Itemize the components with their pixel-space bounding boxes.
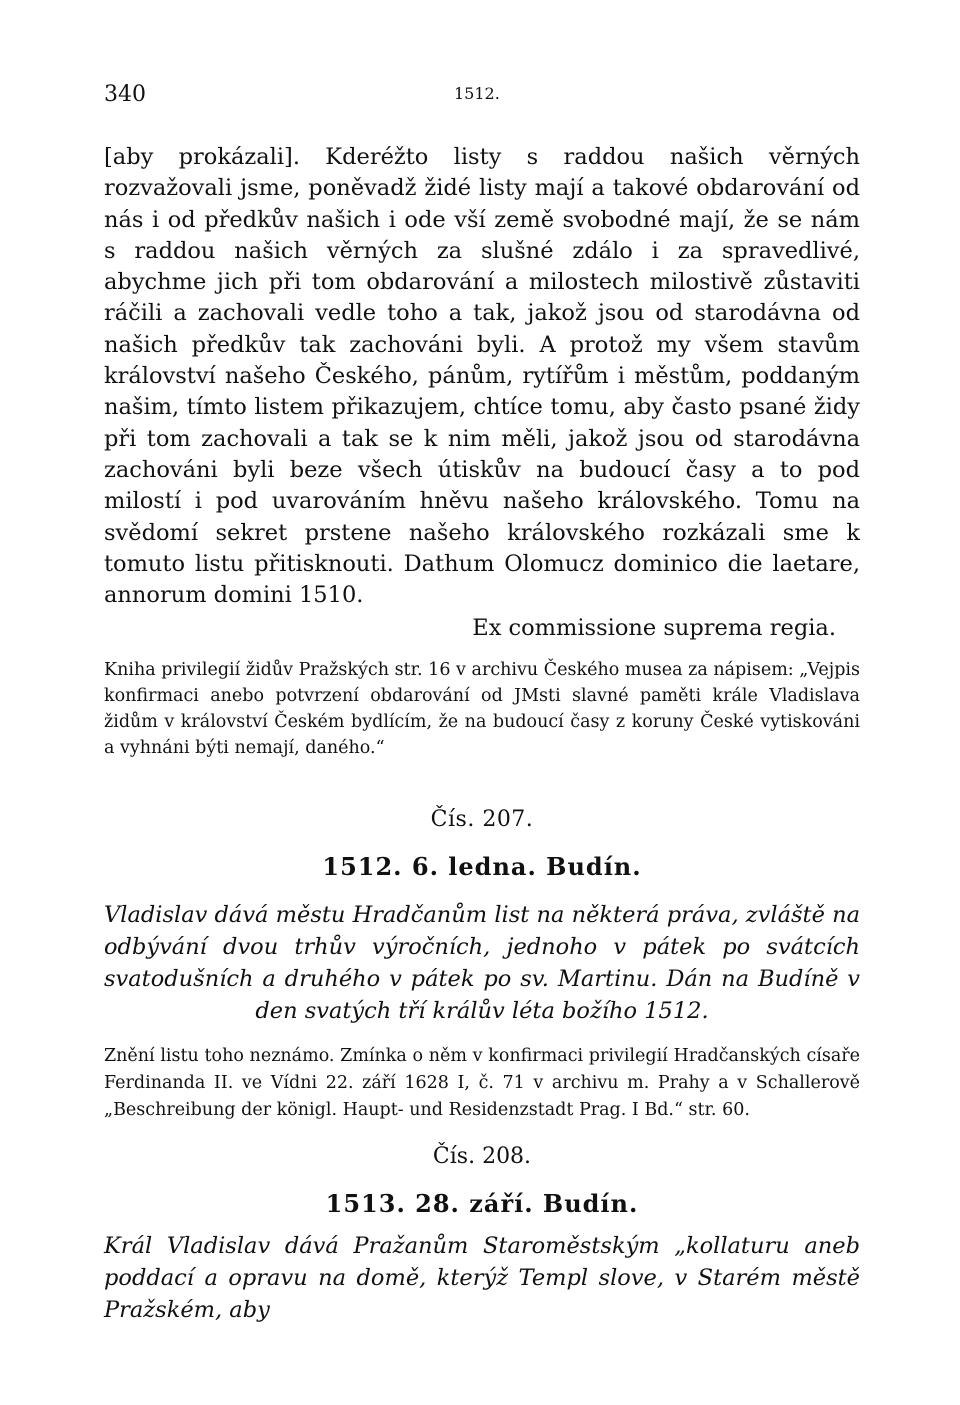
document-207-date: 1512. 6. ledna. Budín.: [322, 852, 642, 882]
document-208-regest: Král Vladislav dává Pražanům Staroměstským „kollaturu aneb poddací a opravu na domě, kterýž Templ slove, v Starém městě Pražském, aby: [104, 1233, 860, 1324]
document-208-date: 1513. 28. září. Budín.: [325, 1189, 639, 1219]
document-206-signature: Ex commissione suprema regia.: [472, 615, 836, 642]
running-header: [104, 82, 860, 122]
page-number: 340: [104, 82, 146, 107]
document-207-source-note: Znění listu toho neznámo. Zmínka o něm v konfirmaci privilegií Hradčanských císaře Ferdinanda II. ve Vídni 22. září 1628 I, č. 71 v archivu m. Prahy a v Schallerově „Beschreibung der königl. Haupt- und Residenzstadt Prag. I Bd.“ str. 60.: [104, 1046, 860, 1121]
document-206-source-note: Kniha privilegií židův Pražských str. 16 v archivu Českého musea za nápisem: „Vejpis konfirmaci anebo potvrzení obdarování od JMsti slavné paměti krále Vladislava židům v království Českém bydlícím, že na budoucí časy z koruny České vytiskováni a vyhnáni býti nemají, daného.“: [104, 660, 860, 759]
page-content: [104, 82, 860, 1326]
running-year: 1512.: [454, 84, 500, 103]
document-207-number: Čís. 207.: [430, 807, 534, 833]
document-208-number: Čís. 208.: [432, 1144, 532, 1170]
document-207-regest: Vladislav dává městu Hradčanům list na některá práva, zvláště na odbývání dvou trhův výročních, jednoho v pátek po svátcích svatodušních a druhého v pátek po sv. Martinu. Dán na Budíně v den svatých tří králův léta božího 1512.: [104, 902, 860, 1025]
document-206-text: [aby prokázali]. Kderéžto listy s raddou našich věrných rozvažovali jsme, poněvadž židé listy mají a takové obdarování od nás i od předkův našich i ode vší země svobodné mají, že se nám s raddou našich věrných za slušné zdálo i za spravedlivé, abychme jich při tom obdarování a milostech milostivě zůstaviti ráčili a zachovali vedle toho a tak, jakož jsou od starodávna od našich předkův tak zachováni byli. A protož my všem stavům království našeho Českého, pánům, rytířům i městům, poddaným našim, tímto listem přikazujem, chtíce tomu, aby často psané židy při tom zachovali a tak se k nim měli, jakož jsou od starodávna zachováni byli beze všech útiskův na budoucí časy a to pod milostí i pod uvarováním hněvu našeho královského. Tomu na svědomí sekret prstene našeho královského rozkázali sme k tomuto listu přitisknouti. Dathum Olomucz dominico die laetare, annorum domini 1510.: [104, 144, 860, 609]
